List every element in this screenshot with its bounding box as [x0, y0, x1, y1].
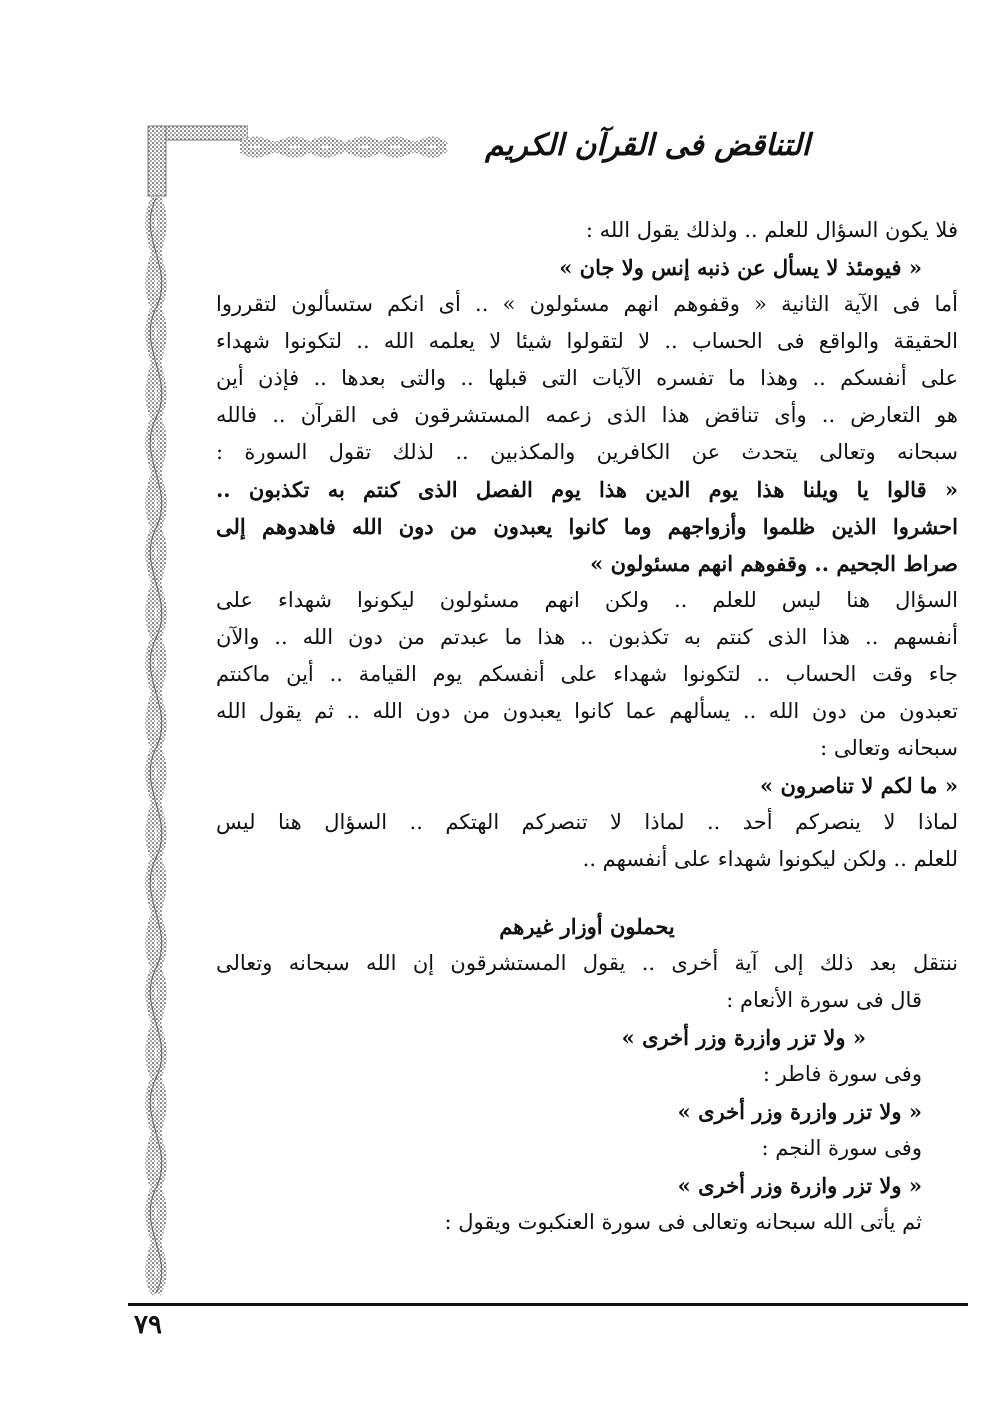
page-number: ٧٩	[134, 1310, 162, 1340]
text-line: جاء وقت الحساب .. لتكونوا شهداء على أنفسكم يوم القيامة .. أين ماكنتم	[216, 662, 958, 686]
quran-verse: « ولا تزر وازرة وزر أخرى »	[677, 1099, 922, 1124]
text-line: فلا يكون السؤال للعلم .. ولذلك يقول الله :	[585, 218, 958, 242]
text-line: تعبدون من دون الله .. يسألهم عما كانوا يعبدون من دون الله .. ثم يقول الله	[216, 699, 958, 723]
quran-verse: احشروا الذين ظلموا وأزواجهم وما كانوا يعبدون من دون الله فاهدوهم إلى	[216, 514, 958, 539]
decorative-top-band	[240, 124, 450, 170]
footer-rule	[128, 1303, 968, 1306]
text-line: على أنفسكم .. وهذا ما تفسره الآيات التى قبلها .. والتى بعدها .. فإذن أين	[216, 366, 958, 390]
body-text	[216, 212, 958, 1241]
text-line: قال فى سورة الأنعام :	[726, 988, 922, 1012]
quran-verse: « فيومئذ لا يسأل عن ذنبه إنس ولا جان »	[559, 255, 922, 280]
text-line: لماذا لا ينصركم أحد .. لماذا لا تنصركم الهتكم .. السؤال هنا ليس	[216, 810, 958, 834]
text-line: السؤال هنا ليس للعلم .. ولكن انهم مسئولون ليكونوا شهداء على	[216, 588, 958, 612]
text-line: أما فى الآية الثانية « وقفوهم انهم مسئولون » .. أى انكم ستسألون لتقرروا	[216, 292, 958, 316]
quran-verse: « ما لكم لا تناصرون »	[760, 773, 958, 798]
text-line: هو التعارض .. وأى تناقض هذا الذى زعمه المستشرقون فى القرآن .. فالله	[216, 403, 958, 427]
quran-verse: « ولا تزر وازرة وزر أخرى »	[621, 1025, 866, 1050]
text-line: الحقيقة والواقع فى الحساب .. لا لتقولوا شيئا لا يعلمه الله .. لتكونوا شهداء	[216, 329, 958, 353]
quran-verse: « ولا تزر وازرة وزر أخرى »	[677, 1173, 922, 1198]
text-line: وفى سورة فاطر :	[762, 1062, 922, 1086]
quran-verse: « قالوا يا ويلنا هذا يوم الدين هذا يوم الفصل الذى كنتم به تكذبون ..	[216, 477, 958, 502]
section-heading: يحملون أوزار غيرهم	[499, 914, 675, 939]
text-line: وفى سورة النجم :	[761, 1136, 922, 1160]
text-line: للعلم .. ولكن ليكونوا شهداء على أنفسهم ..	[582, 847, 958, 871]
quran-verse: صراط الجحيم .. وقفوهم انهم مسئولون »	[590, 551, 958, 576]
text-line: ننتقل بعد ذلك إلى آية أخرى .. يقول المستشرقون إن الله سبحانه وتعالى	[216, 951, 958, 975]
text-line: سبحانه وتعالى :	[820, 736, 958, 760]
text-line: ثم يأتى الله سبحانه وتعالى فى سورة العنكبوت ويقول :	[444, 1210, 922, 1234]
page-title: التناقض فى القرآن الكريم	[485, 128, 810, 163]
text-line: أنفسهم .. هذا الذى كنتم به تكذبون .. هذا ما عبدتم من دون الله .. والآن	[216, 625, 958, 649]
text-line: سبحانه وتعالى يتحدث عن الكافرين والمكذبين .. لذلك تقول السورة :	[216, 440, 958, 464]
